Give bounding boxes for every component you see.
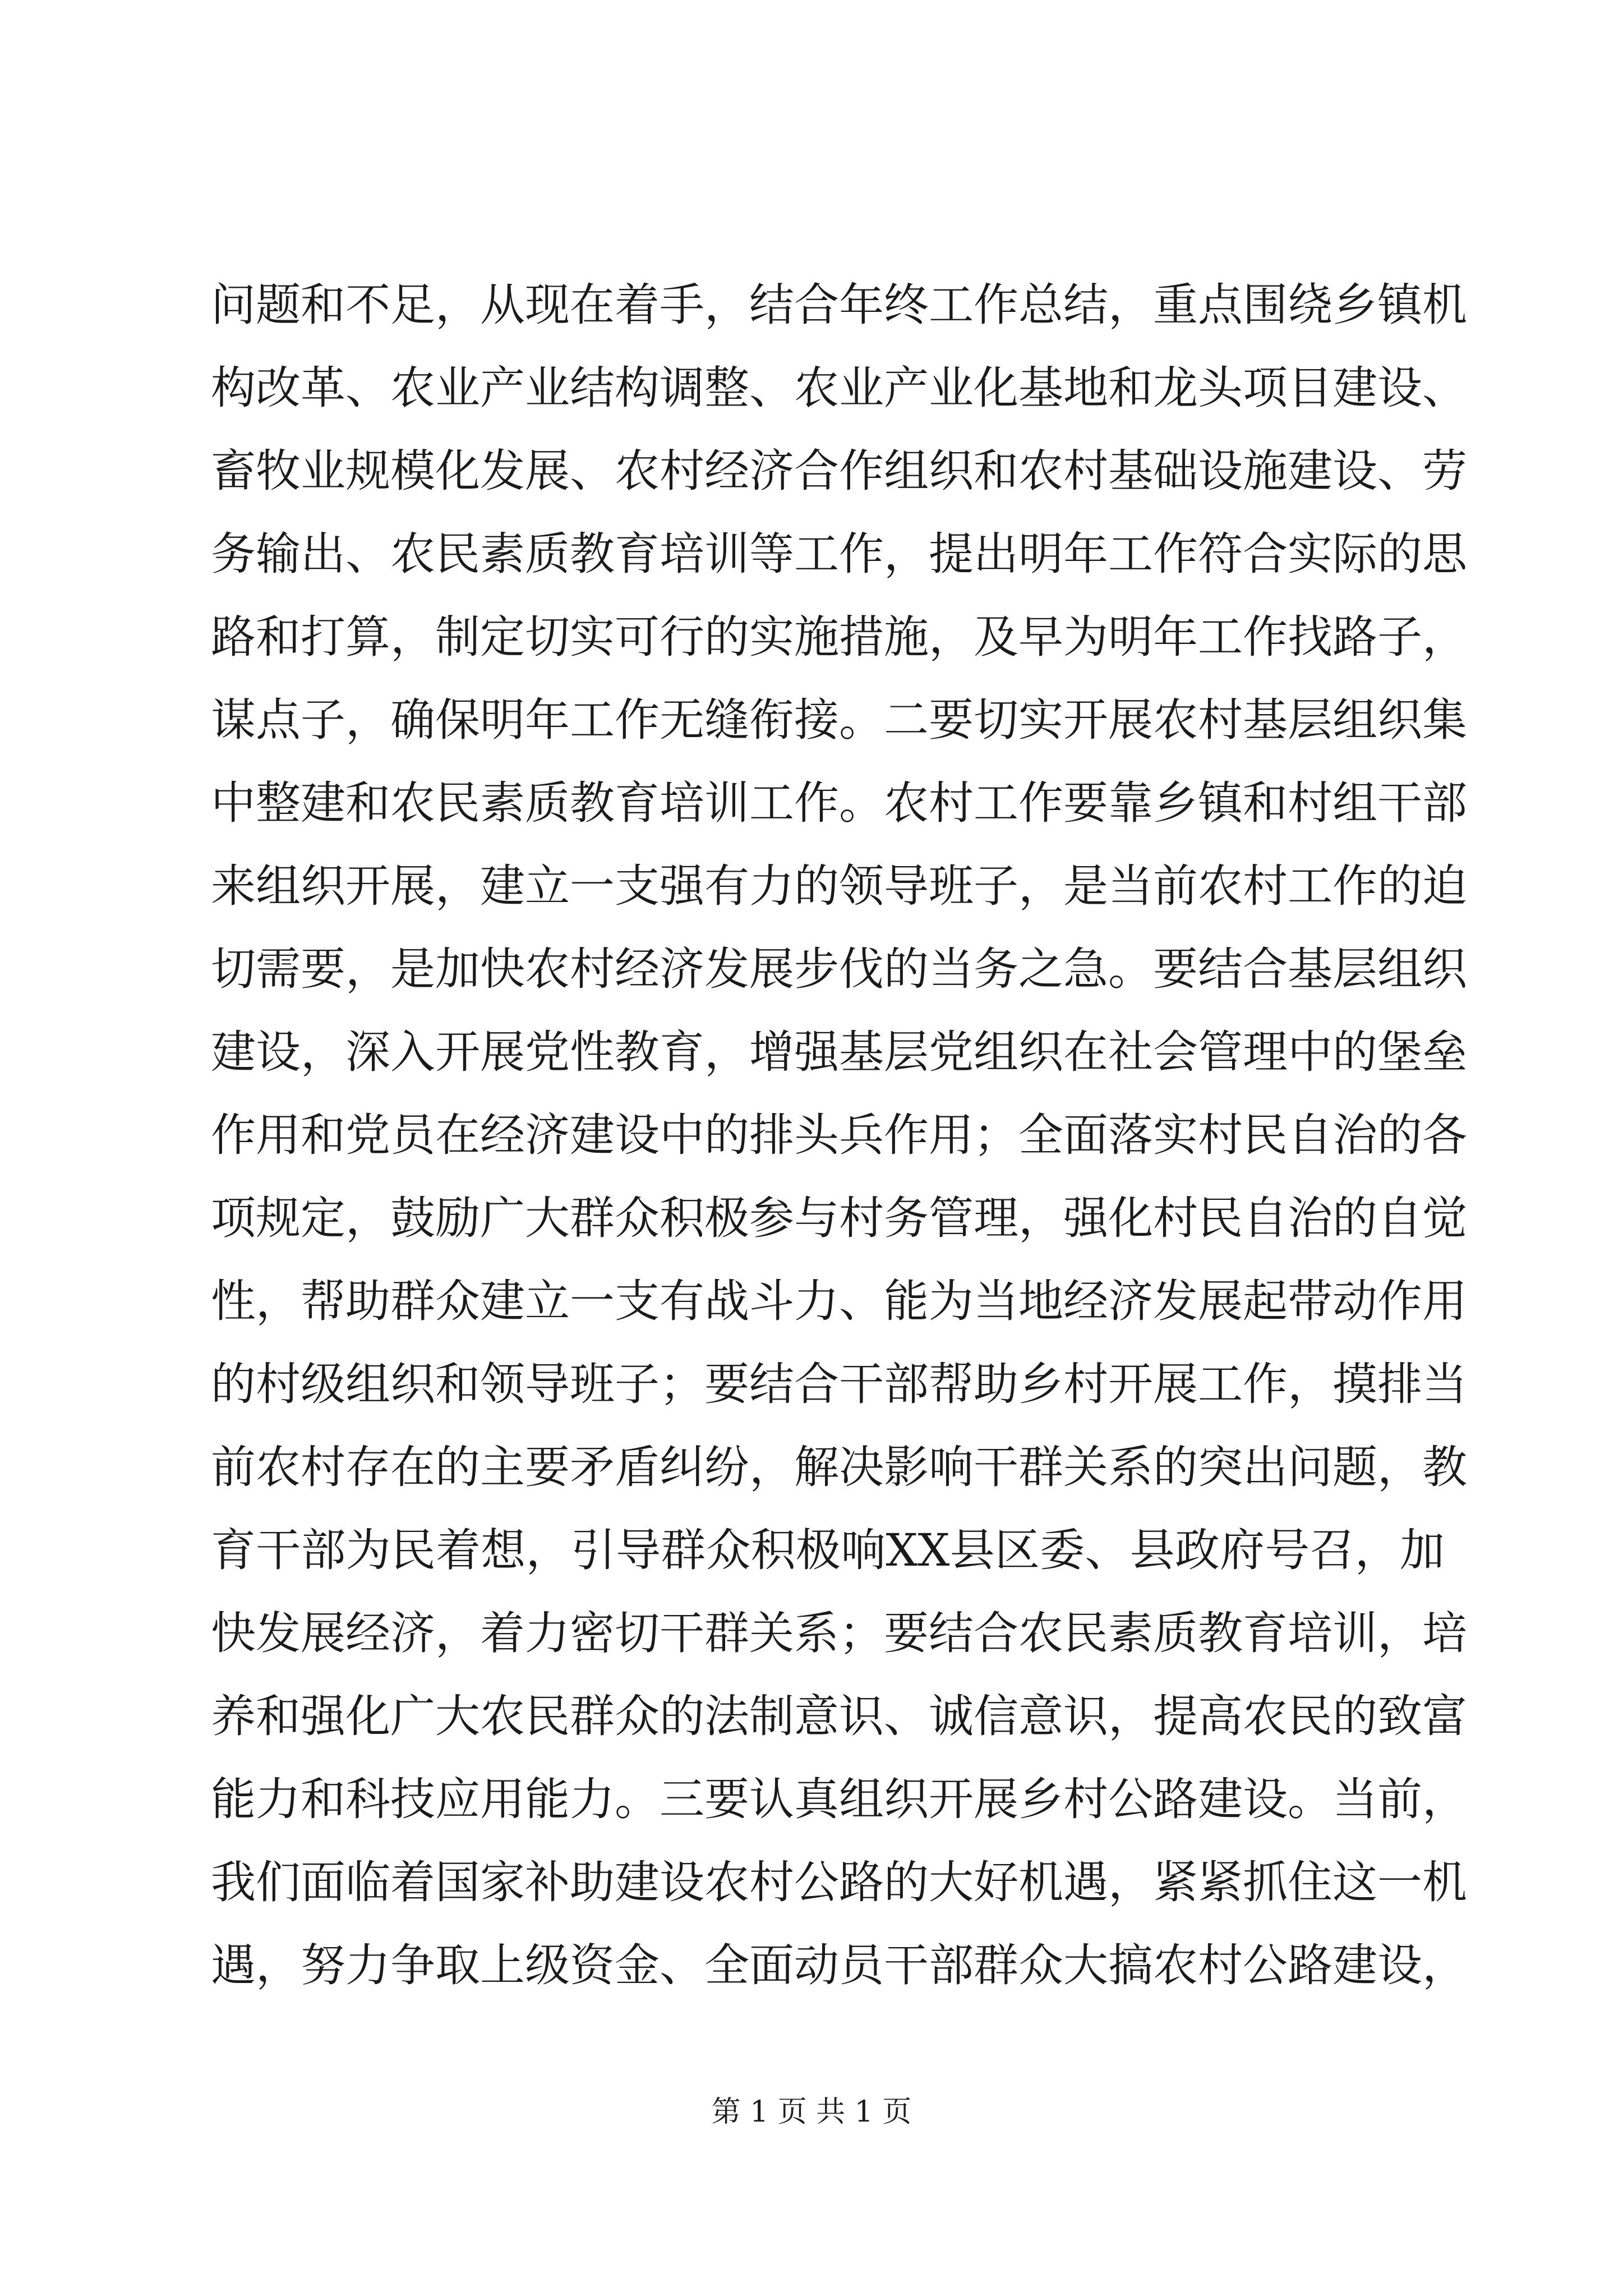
text-line: 畜牧业规模化发展、农村经济合作组织和农村基础设施建设、劳 (211, 445, 1467, 497)
text-line: 路和打算，制定切实可行的实施措施，及早为明年工作找路子， (211, 611, 1467, 663)
text-line: 务输出、农民素质教育培训等工作，提出明年工作符合实际的思 (211, 528, 1467, 580)
text-line: 前农村存在的主要矛盾纠纷，解决影响干群关系的突出问题，教 (211, 1441, 1467, 1493)
text-line: 建设，深入开展党性教育，增强基层党组织在社会管理中的堡垒 (211, 1026, 1467, 1078)
text-line: 问题和不足，从现在着手，结合年终工作总结，重点围绕乡镇机 (211, 279, 1467, 331)
text-line: 切需要，是加快农村经济发展步伐的当务之急。要结合基层组织 (211, 943, 1467, 995)
text-line: 项规定，鼓励广大群众积极参与村务管理，强化村民自治的自觉 (211, 1192, 1467, 1244)
text-line: 育干部为民着想，引导群众积极响XX县区委、县政府号召，加 (211, 1524, 1445, 1576)
text-line: 快发展经济，着力密切干群关系；要结合农民素质教育培训，培 (211, 1607, 1467, 1659)
body-text (211, 264, 1467, 2007)
text-line: 中整建和农民素质教育培训工作。农村工作要靠乡镇和村组干部 (211, 777, 1467, 829)
text-line: 养和强化广大农民群众的法制意识、诚信意识，提高农民的致富 (211, 1690, 1467, 1742)
text-line: 来组织开展，建立一支强有力的领导班子，是当前农村工作的迫 (211, 860, 1467, 912)
text-line: 谋点子，确保明年工作无缝衔接。二要切实开展农村基层组织集 (211, 694, 1467, 746)
text-line: 的村级组织和领导班子；要结合干部帮助乡村开展工作，摸排当 (211, 1358, 1467, 1410)
text-line: 构改革、农业产业结构调整、农业产业化基地和龙头项目建设、 (211, 362, 1467, 414)
text-line: 遇，努力争取上级资金、全面动员干部群众大搞农村公路建设， (211, 1939, 1467, 1991)
text-line: 性，帮助群众建立一支有战斗力、能为当地经济发展起带动作用 (211, 1275, 1467, 1327)
text-line: 作用和党员在经济建设中的排头兵作用；全面落实村民自治的各 (211, 1109, 1467, 1161)
text-line: 我们面临着国家补助建设农村公路的大好机遇，紧紧抓住这一机 (211, 1856, 1467, 1908)
text-line: 能力和科技应用能力。三要认真组织开展乡村公路建设。当前， (211, 1773, 1467, 1825)
page-footer: 第 1 页 共 1 页 (711, 2095, 912, 2129)
